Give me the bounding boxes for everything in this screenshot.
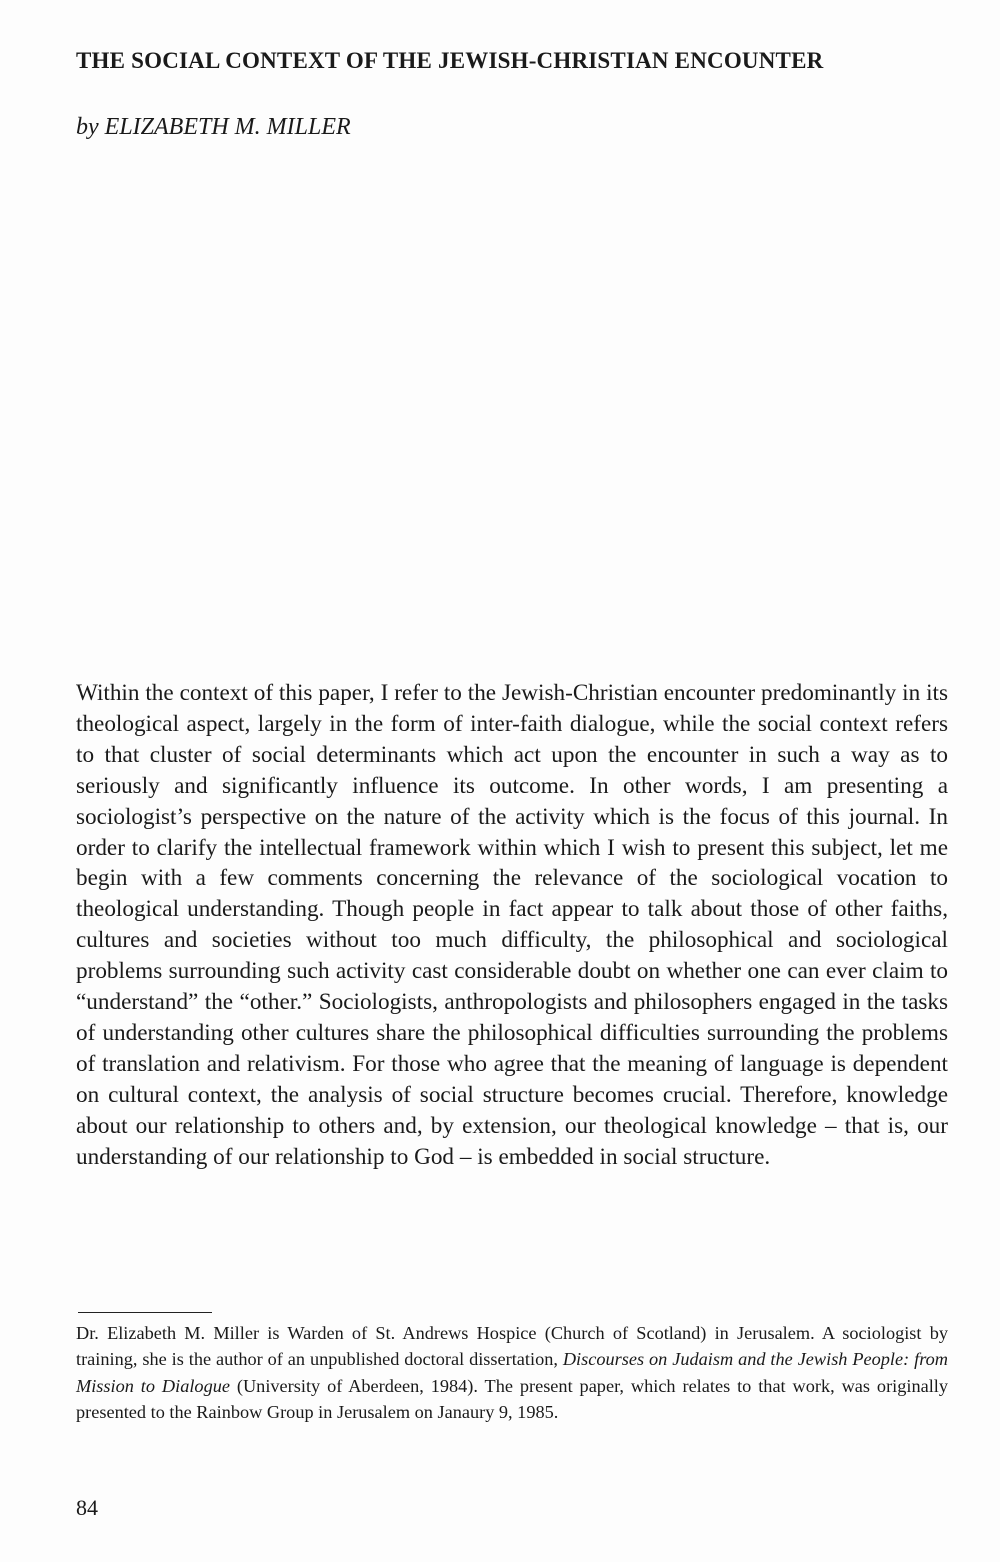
footnote-text-after: (University of Aberdeen, 1984). The present paper, which relates to that work, was originally presented to the Rainbow Group in Jerusalem on Janaury 9, 1985.: [76, 1375, 949, 1422]
body-paragraph: Within the context of this paper, I refer to the Jewish-Christian encounter predominantly in its theological aspect, largely in the form of inter-faith dialogue, while the social context refers to that cluster of social determinants which act upon the encounter in such a way as to seriously and significantly influence its outcome. In other words, I am presenting a sociologist’s perspective on the nature of the activity which is the focus of this journal. In order to clarify the intellectual framework within which I wish to present this subject, let me begin with a few comments concerning the relevance of the sociological vocation to theological understanding. Though people in fact appear to talk about those of other faiths, cultures and societies without too much difficulty, the philosophical and sociological problems surrounding such activity cast considerable doubt on whether one can ever claim to “understand” the “other.” Sociologists, anthropologists and philosophers engaged in the tasks of understanding other cultures share the philosophical difficulties surrounding the problems of translation and relativism. For those who agree that the meaning of language is dependent on cultural context, the analysis of social structure becomes crucial. Therefore, knowledge about our relationship to others and, by extension, our theological knowledge – that is, our understanding of our relationship to God – is embedded in social structure.: [76, 680, 948, 1170]
footnote-divider: [78, 1312, 212, 1313]
article-title: THE SOCIAL CONTEXT OF THE JEWISH-CHRISTIAN ENCOUNTER: [76, 48, 824, 73]
footnote-text-before: Dr. Elizabeth M. Miller is Warden of St. Andrews Hospice (Church of Scotland) in Jerusalem. A sociologist by training, she is the author of an unpublished doctoral dissertation,: [76, 1323, 948, 1370]
author-footnote: [76, 1320, 948, 1425]
article-byline: by ELIZABETH M. MILLER: [76, 114, 351, 140]
dissertation-title: Discourses on Judaism and the Jewish People: from Mission to Dialogue: [76, 1349, 948, 1396]
page-number: 84: [76, 1495, 98, 1520]
